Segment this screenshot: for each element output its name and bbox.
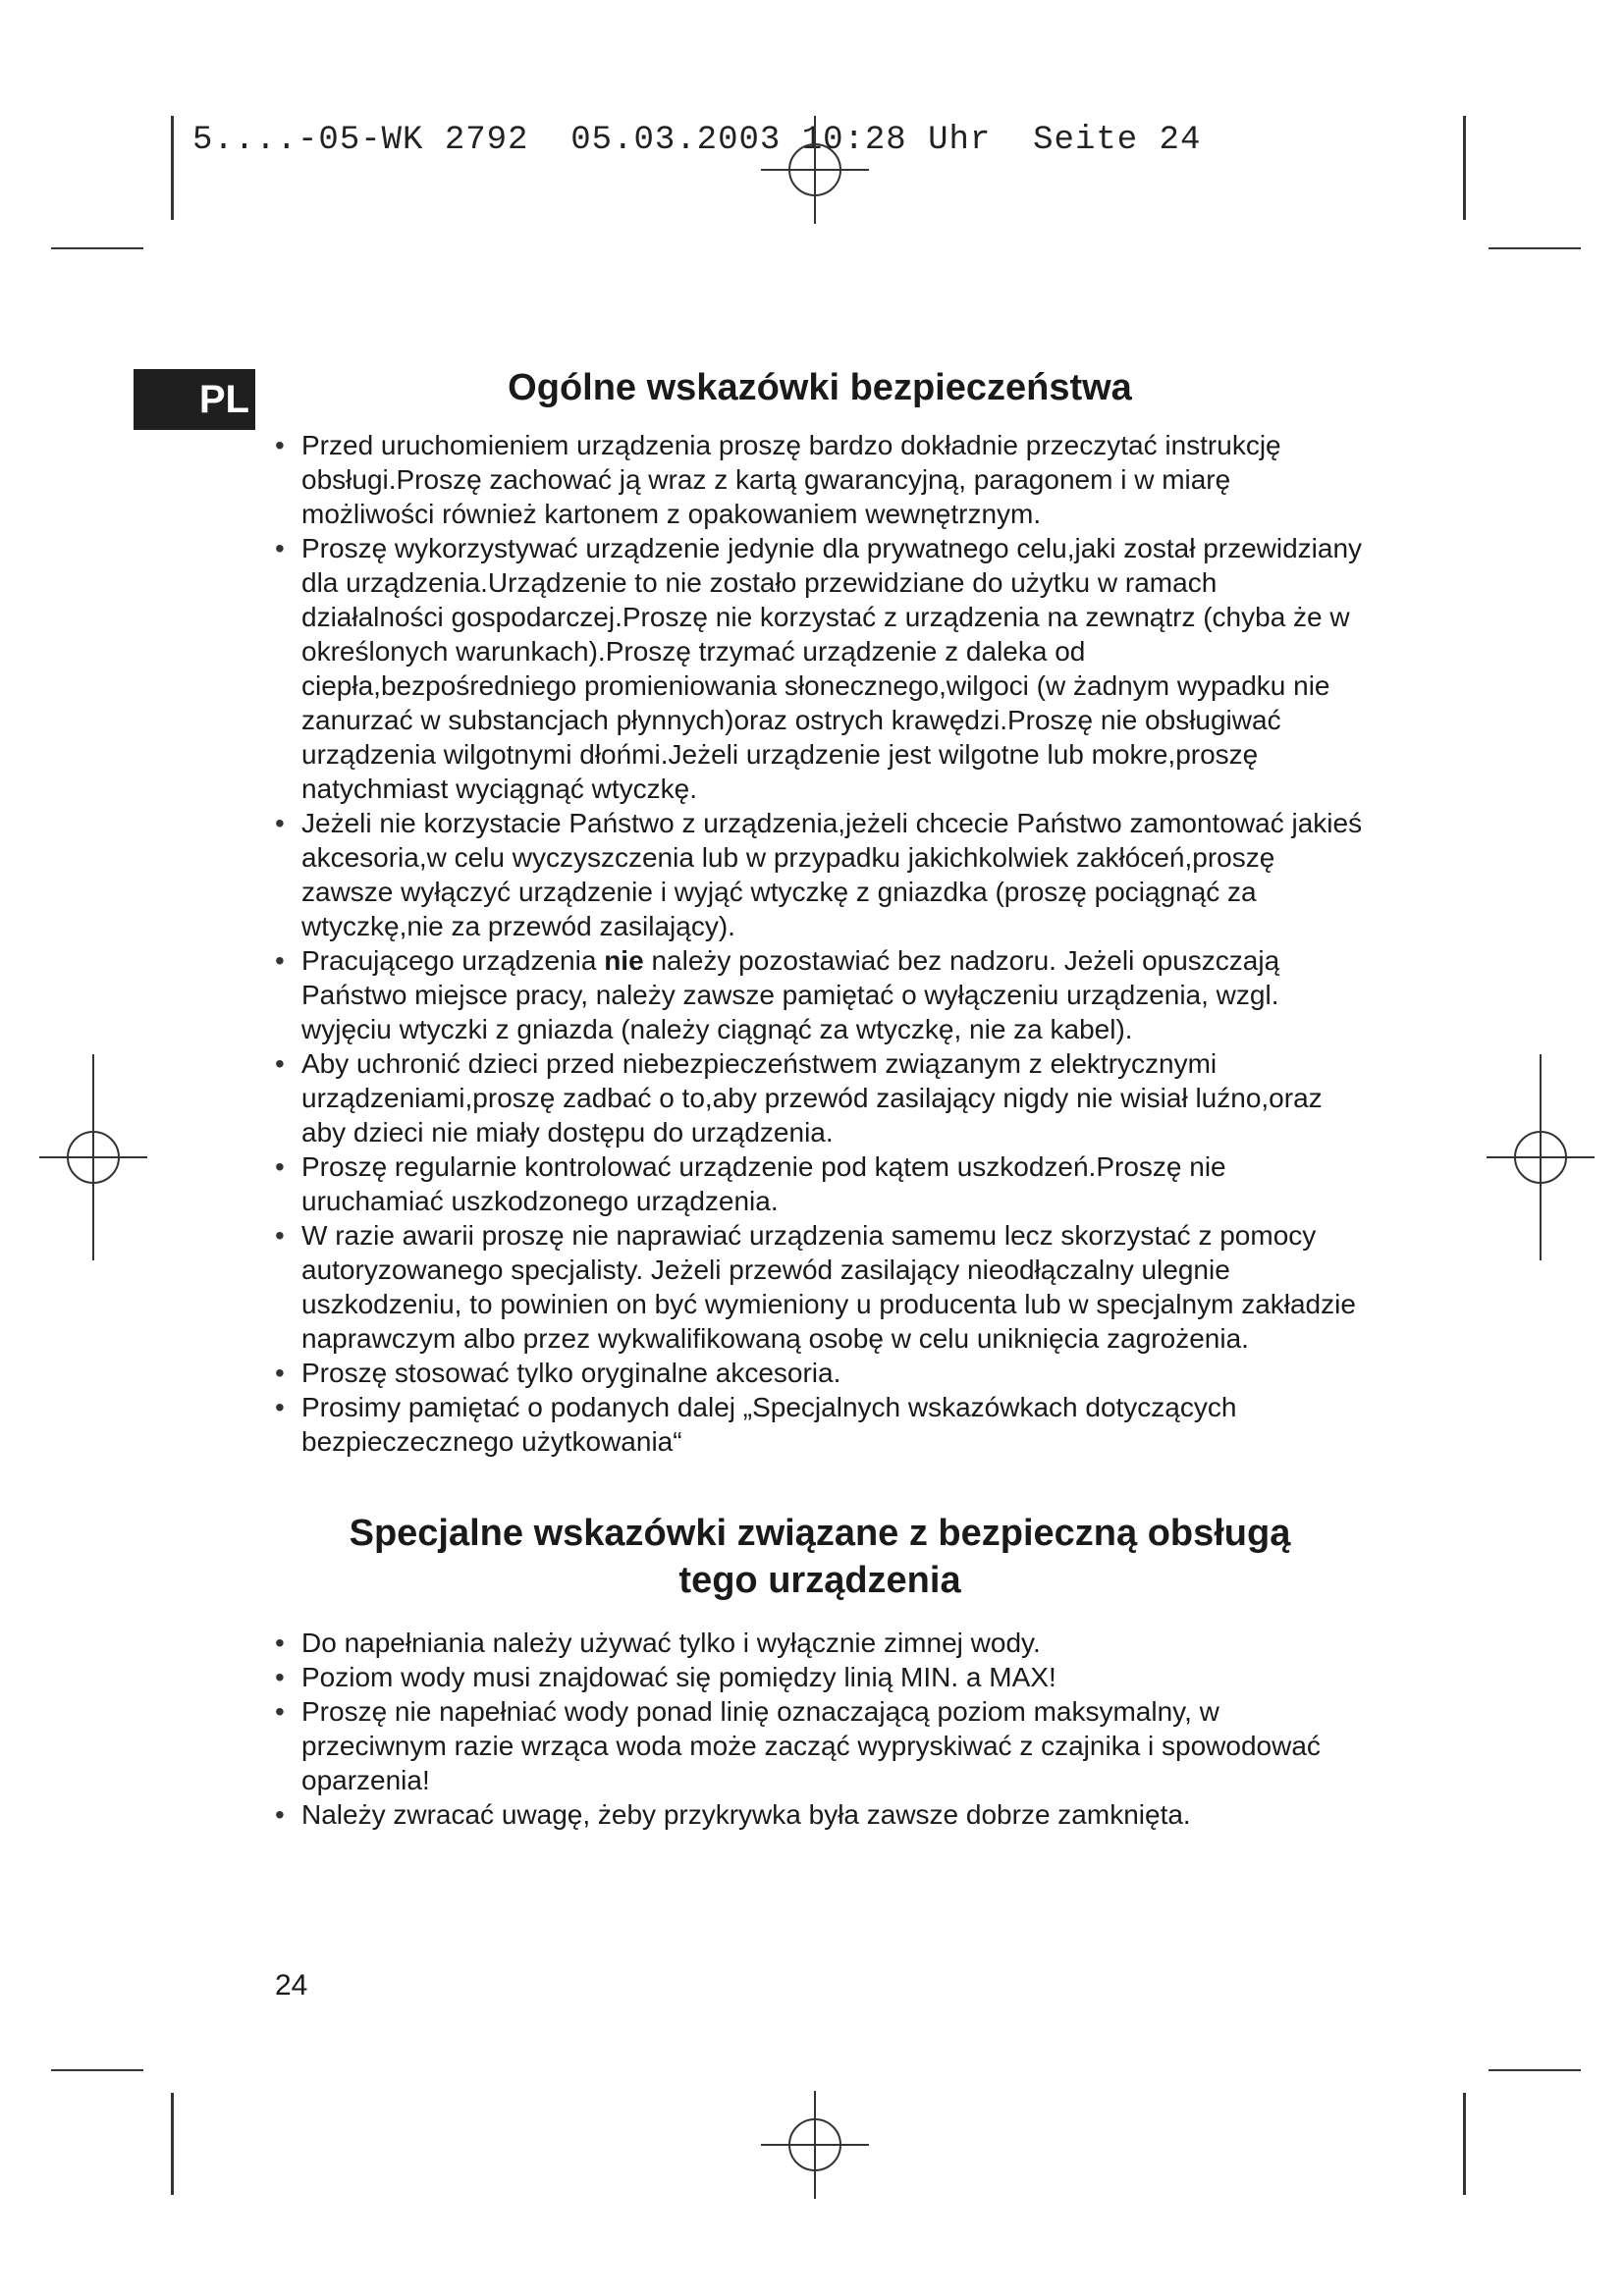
list-item: • Aby uchronić dzieci przed niebezpieczeństwem związanym z elektrycznymi urządzeniami,proszę zadbać o to,aby przewód zasilający nigdy nie wisiał luźno,oraz aby dzieci nie miały dostępu do urządzenia.: [275, 1046, 1365, 1149]
crop-mark-top-right-vertical: [1463, 116, 1466, 220]
registration-mark-left-icon: [39, 1103, 147, 1211]
list-item-supervision: [275, 943, 1365, 1046]
section-title-general-safety: Ogólne wskazówki bezpieczeństwa: [508, 367, 1132, 408]
crop-mark-top-right-horizontal: [1489, 247, 1581, 249]
list-item: • Proszę regularnie kontrolować urządzenie pod kątem uszkodzeń.Proszę nie uruchamiać uszkodzonego urządzenia.: [275, 1149, 1365, 1218]
page-number: 24: [275, 1969, 308, 2002]
section-title-special-safety: [275, 1510, 1365, 1604]
general-safety-list: [275, 428, 1365, 1459]
supervision-text-before: Pracującego urządzenia: [301, 945, 605, 976]
registration-mark-bottom-icon: [761, 2091, 869, 2199]
list-item: • Przed uruchomieniem urządzenia proszę bardzo dokładnie przeczytać instrukcję obsługi.Proszę zachować ją wraz z kartą gwarancyjną, paragonem i w miarę możliwości również kartonem z opakowaniem wewnętrznym.: [275, 428, 1365, 531]
crop-mark-bottom-left-horizontal: [51, 2069, 143, 2071]
list-item: • Należy zwracać uwagę, żeby przykrywka była zawsze dobrze zamknięta.: [275, 1797, 1365, 1832]
crop-mark-top-left-vertical: [171, 116, 174, 220]
list-item: • Do napełniania należy używać tylko i wyłącznie zimnej wody.: [275, 1626, 1365, 1660]
list-item: • Proszę wykorzystywać urządzenie jedynie dla prywatnego celu,jaki został przewidziany dla urządzenia.Urządzenie to nie zostało przewidziane do użytku w ramach działalności gospodarczej.Proszę nie korzystać z urządzenia na zewnątrz (chyba że w określonych warunkach).Proszę trzymać urządzenie z daleka od ciepła,bezpośredniego promieniowania słonecznego,wilgoci (w żadnym wypadku nie zanurzać w substancjach płynnych)oraz ostrych krawędzi.Proszę nie obsługiwać urządzenia wilgotnymi dłońmi.Jeżeli urządzenie jest wilgotne lub mokre,proszę natychmiast wyciągnąć wtyczkę.: [275, 531, 1365, 806]
page-content: [275, 365, 1365, 1832]
supervision-text-after: należy pozostawiać bez nadzoru. Jeżeli opuszczają Państwo miejsce pracy, należy zawsze pamiętać o wyłączeniu urządzenia, wzgl. wyjęciu wtyczki z gniazda (należy ciągnąć za wtyczkę, nie za kabel).: [301, 945, 1280, 1044]
list-item: • Proszę nie napełniać wody ponad linię oznaczającą poziom maksymalny, w przeciwnym razie wrząca woda może zacząć wypryskiwać z czajnika i spowodować oparzenia!: [275, 1694, 1365, 1797]
list-item: • Proszę stosować tylko oryginalne akcesoria.: [275, 1356, 1365, 1390]
crop-mark-bottom-left-vertical: [171, 2093, 174, 2195]
crop-mark-bottom-right-horizontal: [1489, 2069, 1581, 2071]
list-item: • Jeżeli nie korzystacie Państwo z urządzenia,jeżeli chcecie Państwo zamontować jakieś akcesoria,w celu wyczyszczenia lub w przypadku jakichkolwiek zakłóceń,proszę zawsze wyłączyć urządzenie i wyjąć wtyczkę z gniazdka (proszę pociągnąć za wtyczkę,nie za przewód zasilający).: [275, 806, 1365, 943]
crop-mark-top-left-horizontal: [51, 247, 143, 249]
list-item: • W razie awarii proszę nie naprawiać urządzenia samemu lecz skorzystać z pomocy autoryzowanego specjalisty. Jeżeli przewód zasilający nieodłączalny ulegnie uszkodzeniu, to powinien on być wymieniony u producenta lub w specjalnym zakładzie naprawczym albo przez wykwalifikowaną osobę w celu uniknięcia zagrożenia.: [275, 1218, 1365, 1356]
section-title-line-1: Specjalne wskazówki związane z bezpieczną obsługą: [349, 1513, 1291, 1554]
print-header: 5....-05-WK 2792 05.03.2003 10:28 Uhr Seite 24: [192, 122, 1202, 159]
section-title-line-2: tego urządzenia: [678, 1560, 961, 1601]
special-safety-list: [275, 1626, 1365, 1832]
registration-mark-top-icon: [761, 116, 869, 224]
supervision-emphasis: nie: [604, 945, 644, 976]
list-item: • Prosimy pamiętać o podanych dalej „Specjalnych wskazówkach dotyczących bezpieczecznego użytkowania“: [275, 1390, 1365, 1459]
crop-mark-bottom-right-vertical: [1463, 2093, 1466, 2195]
language-badge: PL: [134, 369, 255, 430]
list-item: • Poziom wody musi znajdować się pomiędzy linią MIN. a MAX!: [275, 1660, 1365, 1694]
registration-mark-right-icon: [1487, 1103, 1595, 1211]
